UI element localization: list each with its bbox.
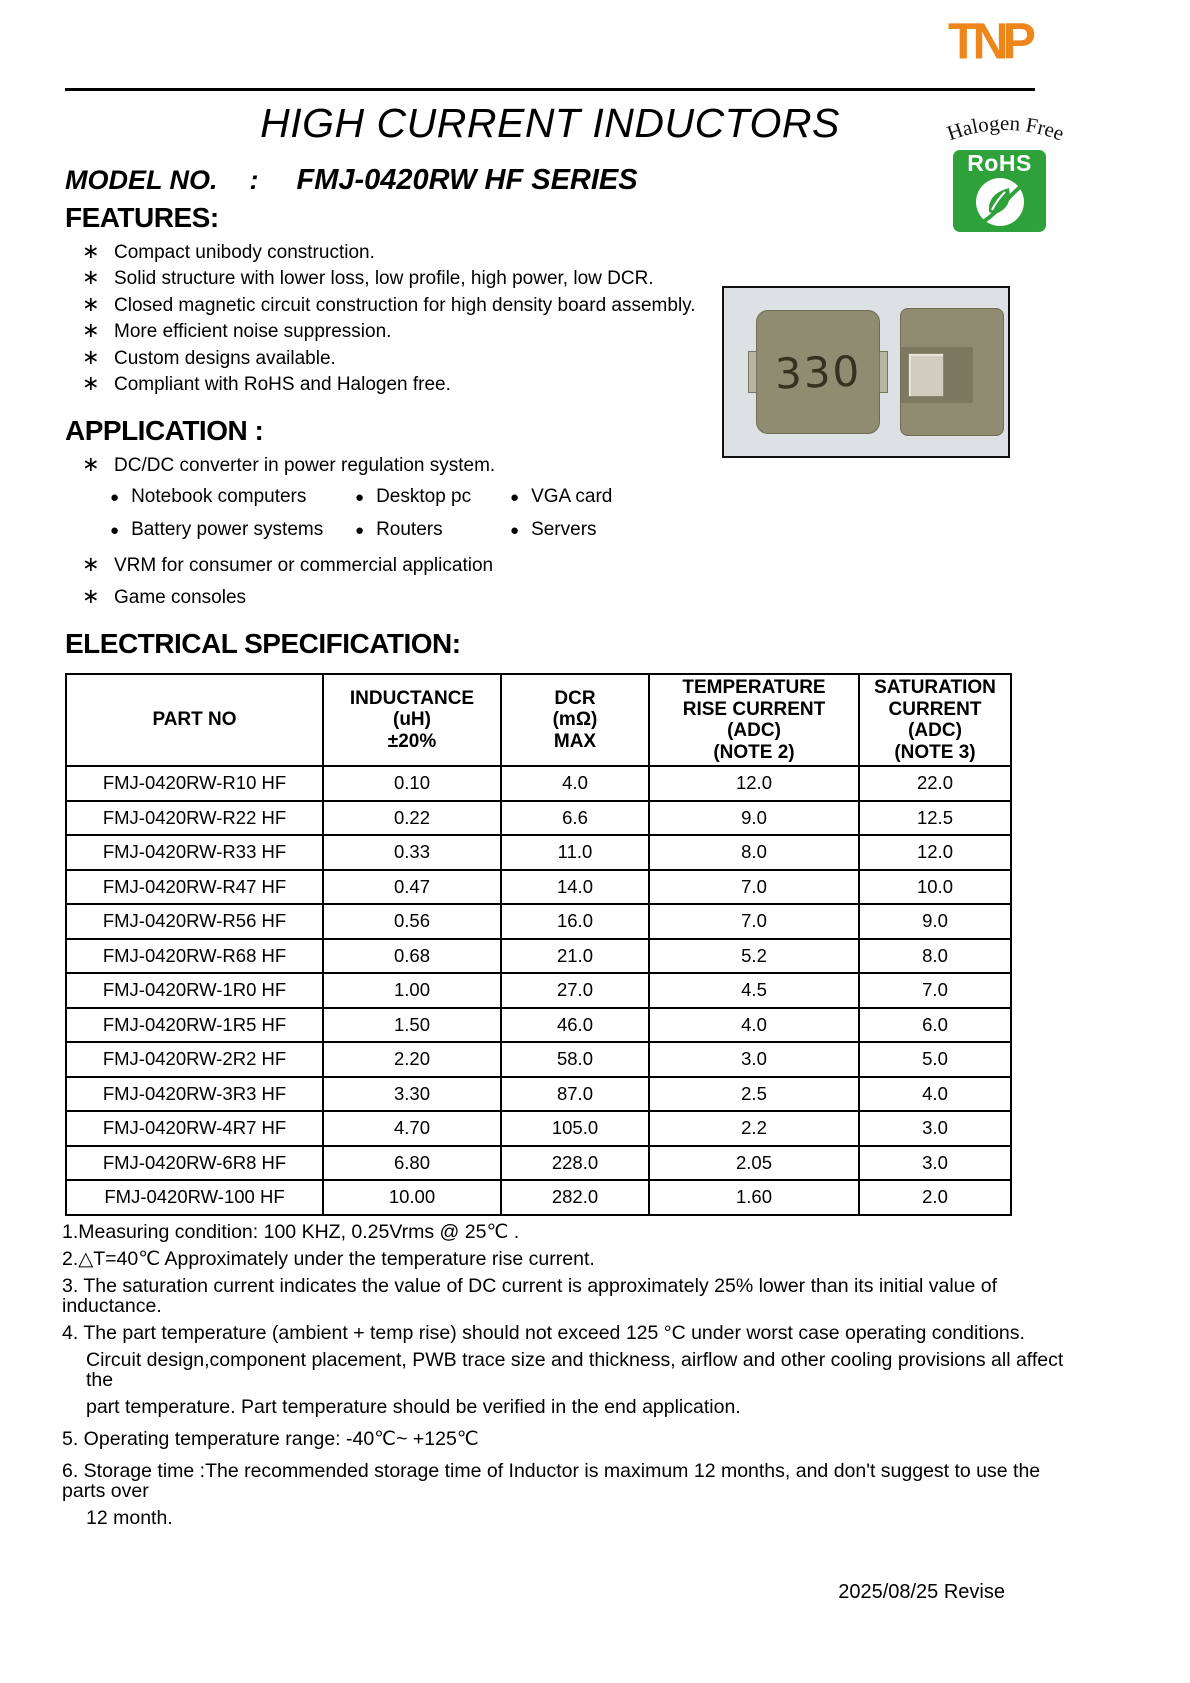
note-line: 4. The part temperature (ambient + temp rise) should not exceed 125 °C under worst case operating conditions. (62, 1322, 1025, 1344)
list-item (82, 242, 696, 262)
value-cell: 22.0 (859, 766, 1011, 801)
value-cell: 9.0 (649, 801, 859, 836)
value-cell: 3.0 (859, 1146, 1011, 1181)
application-sub-text: Desktop pc (376, 486, 472, 508)
list-item (82, 555, 742, 575)
note-line: 2.△T=40℃ Approximately under the temperature rise current. (62, 1248, 595, 1270)
table-row (66, 1180, 1011, 1215)
note-line: 12 month. (86, 1507, 173, 1529)
notes-block (62, 1222, 1072, 1535)
list-item (82, 321, 696, 341)
table-row (66, 1146, 1011, 1181)
col-header-part-no: PART NO (66, 674, 323, 766)
feature-text: Compact unibody construction. (114, 242, 375, 263)
part-no-cell: FMJ-0420RW-1R0 HF (66, 973, 323, 1008)
value-cell: 12.5 (859, 801, 1011, 836)
part-no-cell: FMJ-0420RW-R22 HF (66, 801, 323, 836)
value-cell: 10.0 (859, 870, 1011, 905)
asterisk-bullet-icon: ∗ (82, 372, 100, 396)
value-cell: 5.2 (649, 939, 859, 974)
value-cell: 12.0 (859, 835, 1011, 870)
asterisk-bullet-icon: ∗ (82, 319, 100, 343)
col-header-temp-rise: TEMPERATURE RISE CURRENT (ADC) (NOTE 2) (649, 674, 859, 766)
application-heading: APPLICATION : (65, 415, 264, 446)
value-cell: 5.0 (859, 1042, 1011, 1077)
feature-text: Compliant with RoHS and Halogen free. (114, 374, 451, 396)
value-cell: 0.56 (323, 904, 501, 939)
value-cell: 2.2 (649, 1111, 859, 1146)
asterisk-bullet-icon: ∗ (82, 453, 100, 476)
spec-table-header-row (66, 674, 1011, 766)
inductor-solder-pad (908, 353, 944, 397)
spec-table (65, 673, 1012, 1216)
dot-bullet-icon: ● (355, 522, 365, 540)
note-line: Circuit design,component placement, PWB trace size and thickness, airflow and other cooling provisions all affect the (86, 1349, 1064, 1391)
list-item (82, 268, 696, 288)
value-cell: 2.20 (323, 1042, 501, 1077)
value-cell: 1.00 (323, 973, 501, 1008)
spec-table-body (66, 766, 1011, 1215)
value-cell: 3.0 (649, 1042, 859, 1077)
value-cell: 3.30 (323, 1077, 501, 1112)
value-cell: 6.0 (859, 1008, 1011, 1043)
table-row (66, 835, 1011, 870)
inductor-bottom-view (900, 308, 1004, 436)
value-cell: 0.68 (323, 939, 501, 974)
value-cell: 16.0 (501, 904, 649, 939)
list-item (510, 486, 612, 508)
asterisk-bullet-icon: ∗ (82, 240, 100, 263)
value-cell: 8.0 (859, 939, 1011, 974)
inductor-marking: 330 (774, 346, 862, 398)
value-cell: 7.0 (859, 973, 1011, 1008)
application-list (82, 455, 742, 613)
list-item (82, 345, 696, 369)
dot-bullet-icon: ● (110, 522, 120, 540)
value-cell: 228.0 (501, 1146, 649, 1181)
value-cell: 1.60 (649, 1180, 859, 1215)
halogen-free-arc-label (918, 106, 1093, 156)
leaf-icon (973, 176, 1027, 230)
list-item (82, 455, 742, 475)
value-cell: 3.0 (859, 1111, 1011, 1146)
value-cell: 6.6 (501, 801, 649, 836)
value-cell: 1.50 (323, 1008, 501, 1043)
part-no-cell: FMJ-0420RW-2R2 HF (66, 1042, 323, 1077)
value-cell: 7.0 (649, 904, 859, 939)
product-photo (722, 286, 1010, 458)
part-no-cell: FMJ-0420RW-R68 HF (66, 939, 323, 974)
value-cell: 2.0 (859, 1180, 1011, 1215)
asterisk-bullet-icon: ∗ (82, 584, 100, 608)
asterisk-bullet-icon: ∗ (82, 345, 100, 369)
value-cell: 2.05 (649, 1146, 859, 1181)
table-row (66, 1042, 1011, 1077)
list-item (82, 292, 696, 316)
col-header-dcr: DCR (mΩ) MAX (501, 674, 649, 766)
tnp-logo: TNP (948, 12, 1030, 70)
col-header-inductance: INDUCTANCE (uH) ±20% (323, 674, 501, 766)
features-list (82, 242, 696, 400)
value-cell: 10.00 (323, 1180, 501, 1215)
asterisk-bullet-icon: ∗ (82, 266, 100, 290)
note-line: 6. Storage time :The recommended storage time of Inductor is maximum 12 months, and don't suggest to use the parts over (62, 1460, 1041, 1502)
note-line: 3. The saturation current indicates the value of DC current is approximately 25% lower than its initial value of inductance. (62, 1275, 998, 1317)
inductor-top-view (756, 310, 880, 434)
feature-text: Solid structure with lower loss, low profile, high power, low DCR. (114, 268, 654, 290)
asterisk-bullet-icon: ∗ (82, 292, 100, 316)
model-separator: : (249, 165, 259, 195)
svg-text:Halogen Free: Halogen Free (943, 110, 1068, 146)
list-item (355, 519, 510, 541)
part-no-cell: FMJ-0420RW-3R3 HF (66, 1077, 323, 1112)
value-cell: 7.0 (649, 870, 859, 905)
value-cell: 4.0 (501, 766, 649, 801)
table-row (66, 766, 1011, 801)
application-text: DC/DC converter in power regulation system. (114, 455, 496, 476)
note-line: part temperature. Part temperature should be verified in the end application. (86, 1396, 741, 1418)
value-cell: 4.70 (323, 1111, 501, 1146)
value-cell: 4.0 (859, 1077, 1011, 1112)
table-row (66, 801, 1011, 836)
application-sub-text: Notebook computers (131, 486, 307, 508)
note-line: 5. Operating temperature range: -40℃~ +125℃ (62, 1428, 479, 1450)
application-sub-text: Routers (376, 519, 443, 541)
dot-bullet-icon: ● (510, 489, 520, 507)
value-cell: 0.33 (323, 835, 501, 870)
application-sub-row (110, 486, 742, 508)
part-no-cell: FMJ-0420RW-R10 HF (66, 766, 323, 801)
value-cell: 12.0 (649, 766, 859, 801)
list-item (110, 519, 355, 541)
feature-text: Custom designs available. (114, 347, 336, 369)
table-row (66, 973, 1011, 1008)
revision-date: 2025/08/25 Revise (838, 1581, 1005, 1603)
list-item (510, 519, 597, 541)
part-no-cell: FMJ-0420RW-4R7 HF (66, 1111, 323, 1146)
rohs-label: RoHS (967, 150, 1032, 176)
list-item (82, 584, 742, 608)
col-header-saturation: SATURATION CURRENT (ADC) (NOTE 3) (859, 674, 1011, 766)
value-cell: 87.0 (501, 1077, 649, 1112)
feature-text: Closed magnetic circuit construction for high density board assembly. (114, 294, 696, 316)
inductor-terminal (748, 351, 757, 393)
model-value: FMJ-0420RW HF SERIES (296, 164, 638, 196)
application-sub-text: Battery power systems (131, 519, 324, 541)
value-cell: 11.0 (501, 835, 649, 870)
value-cell: 27.0 (501, 973, 649, 1008)
table-row (66, 1111, 1011, 1146)
value-cell: 282.0 (501, 1180, 649, 1215)
value-cell: 0.10 (323, 766, 501, 801)
value-cell: 46.0 (501, 1008, 649, 1043)
asterisk-bullet-icon: ∗ (82, 553, 100, 577)
list-item (110, 486, 355, 508)
dot-bullet-icon: ● (355, 489, 365, 507)
model-number-line (65, 164, 638, 197)
part-no-cell: FMJ-0420RW-6R8 HF (66, 1146, 323, 1181)
value-cell: 9.0 (859, 904, 1011, 939)
table-row (66, 1008, 1011, 1043)
value-cell: 4.5 (649, 973, 859, 1008)
table-row (66, 1077, 1011, 1112)
application-text: VRM for consumer or commercial application (114, 555, 494, 577)
value-cell: 0.47 (323, 870, 501, 905)
list-item (82, 374, 696, 394)
header-divider (65, 88, 1035, 91)
value-cell: 4.0 (649, 1008, 859, 1043)
value-cell: 21.0 (501, 939, 649, 974)
application-text: Game consoles (114, 586, 247, 608)
note-line: 1.Measuring condition: 100 KHZ, 0.25Vrms @ 25℃ . (62, 1221, 520, 1243)
application-sub-text: VGA card (531, 486, 613, 508)
part-no-cell: FMJ-0420RW-R56 HF (66, 904, 323, 939)
value-cell: 58.0 (501, 1042, 649, 1077)
value-cell: 6.80 (323, 1146, 501, 1181)
part-no-cell: FMJ-0420RW-100 HF (66, 1180, 323, 1215)
list-item (355, 486, 510, 508)
part-no-cell: FMJ-0420RW-1R5 HF (66, 1008, 323, 1043)
feature-text: More efficient noise suppression. (114, 321, 392, 343)
features-heading: FEATURES: (65, 202, 219, 233)
table-row (66, 904, 1011, 939)
value-cell: 105.0 (501, 1111, 649, 1146)
value-cell: 2.5 (649, 1077, 859, 1112)
spec-heading: ELECTRICAL SPECIFICATION: (65, 628, 461, 659)
application-sub-text: Servers (531, 519, 597, 541)
model-label: MODEL NO. (65, 165, 218, 195)
value-cell: 14.0 (501, 870, 649, 905)
page-title: HIGH CURRENT INDUCTORS (260, 100, 840, 146)
part-no-cell: FMJ-0420RW-R33 HF (66, 835, 323, 870)
inductor-terminal (879, 351, 888, 393)
rohs-badge (953, 150, 1046, 232)
part-no-cell: FMJ-0420RW-R47 HF (66, 870, 323, 905)
dot-bullet-icon: ● (110, 489, 120, 507)
dot-bullet-icon: ● (510, 522, 520, 540)
value-cell: 8.0 (649, 835, 859, 870)
value-cell: 0.22 (323, 801, 501, 836)
table-row (66, 939, 1011, 974)
application-sub-row (110, 519, 742, 541)
table-row (66, 870, 1011, 905)
